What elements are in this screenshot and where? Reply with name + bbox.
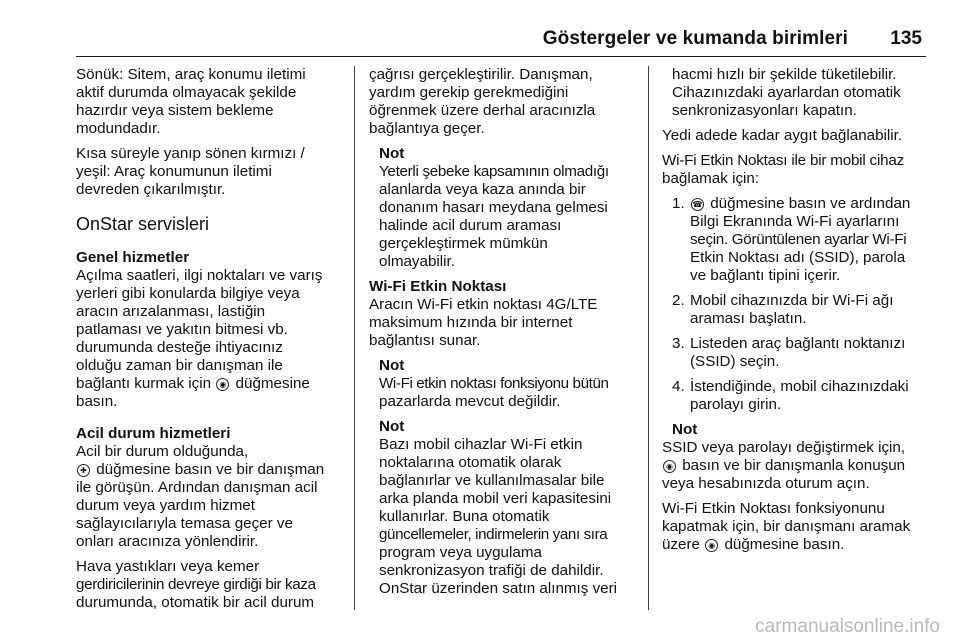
- text-line: olduğu zaman bir danışman ile: [76, 357, 283, 374]
- text-line: düğmesine basın.: [724, 536, 845, 553]
- text-line: veya hesabınızda oturum açın.: [662, 475, 870, 492]
- text-line: bağlantı kurmak için: [76, 375, 212, 392]
- text-line: devreden çıkarılmıştır.: [76, 181, 226, 198]
- text-line: durumunda desteğe ihtiyacınız: [76, 339, 283, 356]
- text-line: Kısa süreyle yanıp sönen kırmızı /: [76, 145, 305, 162]
- header-rule: [76, 56, 926, 57]
- text-line: senkronizasyon trafiği de dahildir.: [379, 562, 604, 579]
- text-line: senkronizasyonları kapatın.: [672, 102, 857, 119]
- text-line: ile görüşün. Ardından danışman acil: [76, 479, 318, 496]
- text-line: düğmesine basın ve ardından: [710, 195, 911, 212]
- text-line: aracın arızalanması, lastiğin: [76, 303, 266, 320]
- text-line: Wi-Fi etkin noktası fonksiyonu bütün: [379, 375, 609, 392]
- step-3: [662, 335, 934, 371]
- onstar-button-icon: ◉: [216, 378, 229, 391]
- note-text: [379, 163, 635, 271]
- text-line: hacmi hızlı bir şekilde tüketilebilir.: [672, 66, 897, 83]
- text-line: durumunda, otomatik bir acil durum: [76, 594, 315, 611]
- section-title: OnStar servisleri: [76, 214, 210, 234]
- text-line: yardım gerekip gerekmediğini: [369, 84, 569, 101]
- note-ssid-text: [662, 439, 934, 493]
- text-line: Bazı mobil cihazlar Wi-Fi etkin: [379, 436, 583, 453]
- text-line: donanım hasarı meydana gelmesi: [379, 199, 608, 216]
- text-line: kullanırlar. Buna otomatik: [379, 508, 550, 525]
- text-line: bağlanırlar ve kullanılmasalar bile: [379, 472, 605, 489]
- note-title: Not: [379, 145, 405, 162]
- text-line: Acil bir durum olduğunda,: [76, 443, 249, 460]
- note-text: [379, 375, 635, 411]
- text-line: Mobil cihazınızda bir Wi-Fi ağı: [690, 292, 894, 309]
- heading-wifi-hotspot: Wi-Fi Etkin Noktası: [369, 278, 507, 295]
- text-line: OnStar üzerinden satın alınmış veri: [379, 580, 618, 597]
- text-line: Cihazınızdaki ayarlardan otomatik: [672, 84, 901, 101]
- text-line: maksimum hızında bir internet: [369, 314, 573, 331]
- column-divider-1: [354, 66, 355, 610]
- text-line: hazırdır veya sistem bekleme: [76, 102, 274, 119]
- step-4: [662, 378, 934, 414]
- text-line: basın.: [76, 393, 118, 410]
- text-line: yeşil: Araç konumunun iletimi: [76, 163, 272, 180]
- text-line: düğmesine basın ve bir danışman: [96, 461, 325, 478]
- text-line: bağlantısı sunar.: [369, 332, 481, 349]
- airbag-paragraph: [76, 558, 342, 612]
- page-number: 135: [890, 28, 922, 49]
- text-line: çağrısı gerçekleştirilir. Danışman,: [369, 66, 593, 83]
- text-line: sağlayıcılarıyla temasa geçer ve: [76, 515, 293, 532]
- note-title: Not: [379, 357, 405, 374]
- onstar-button-icon: ◉: [705, 539, 718, 552]
- text-line: gerdiricilerinin devreye girdiği bir kaza: [76, 576, 316, 593]
- step-1: [662, 195, 934, 285]
- step-number: 2.: [672, 292, 685, 309]
- note-data-usage: [369, 418, 635, 598]
- heading-emergency-services: Acil durum hizmetleri: [76, 425, 231, 442]
- text-line: gerçekleştirmek mümkün: [379, 235, 548, 252]
- text-line: üzere: [662, 536, 700, 553]
- text-line: düğmesine: [235, 375, 310, 392]
- text-line: Etkin Noktası adı (SSID), parola: [690, 249, 906, 266]
- text-line: seçin. Görüntülenen ayarlar Wi-Fi: [690, 231, 907, 248]
- text-line: araması başlatın.: [690, 310, 807, 327]
- text-line: olmayabilir.: [379, 253, 455, 270]
- general-services-paragraph: [76, 267, 342, 411]
- text-line: modundadır.: [76, 120, 161, 137]
- text-line: basın ve bir danışmanla konuşun: [682, 457, 906, 474]
- text-line: Yeterli şebeke kapsamının olmadığı: [379, 163, 609, 180]
- text-line: güncellemeler, indirmelerin yanı sıra: [379, 526, 608, 543]
- column-divider-2: [648, 66, 649, 610]
- text-line: ve bağlantı tipini içerir.: [690, 267, 841, 284]
- step-2: [662, 292, 934, 328]
- note-availability: [369, 357, 635, 411]
- text-line: bağlantıya geçer.: [369, 120, 485, 137]
- watermark: carmanualsonline.info: [755, 616, 940, 637]
- status-off-paragraph: [76, 66, 342, 138]
- disable-hotspot-paragraph: [662, 500, 934, 554]
- text-line: parolayı girin.: [690, 396, 782, 413]
- text-line: durum veya yardım hizmet: [76, 497, 255, 514]
- note-title: Not: [672, 421, 698, 438]
- step-number: 1.: [672, 195, 685, 212]
- text-line: arka planda mobil veri kapasitesini: [379, 490, 612, 507]
- phone-home-icon: ☎: [692, 200, 703, 209]
- text-line: yerleri gibi konularda bilgiye veya: [76, 285, 300, 302]
- text-line: onları aracınıza yönlendirir.: [76, 533, 259, 550]
- emergency-services-paragraph: [76, 443, 342, 551]
- note-text: [672, 66, 934, 120]
- step-number: 3.: [672, 335, 685, 352]
- device-limit-paragraph: Yedi adede kadar aygıt bağlanabilir.: [662, 127, 903, 144]
- text-line: Wi-Fi Etkin Noktası ile bir mobil cihaz: [662, 152, 905, 169]
- sos-button-icon: ✚: [77, 464, 90, 477]
- header-title: Göstergeler ve kumanda birimleri: [542, 28, 848, 49]
- text-line: öğrenmek üzere derhal aracınızla: [369, 102, 596, 119]
- text-line: Bilgi Ekranında Wi-Fi ayarlarını: [690, 213, 900, 230]
- connect-intro-paragraph: [662, 152, 934, 188]
- text-line: Hava yastıkları veya kemer: [76, 558, 260, 575]
- text-line: patlaması ve yakıtın bitmesi vb.: [76, 321, 288, 338]
- wifi-paragraph: [369, 296, 635, 350]
- text-line: aktif durumda olmayacak şekilde: [76, 84, 297, 101]
- text-line: Açılma saatleri, ilgi noktaları ve varış: [76, 267, 323, 284]
- step-number: 4.: [672, 378, 685, 395]
- onstar-button-icon: ◉: [663, 460, 676, 473]
- text-line: alanlarda veya kaza anında bir: [379, 181, 586, 198]
- text-line: bağlamak için:: [662, 170, 760, 187]
- heading-general-services: Genel hizmetler: [76, 249, 190, 266]
- note-title: Not: [379, 418, 405, 435]
- column-1: [76, 66, 342, 612]
- text-line: İstendiğinde, mobil cihazınızdaki: [690, 378, 909, 395]
- text-line: noktalarına otomatik olarak: [379, 454, 562, 471]
- text-line: Wi-Fi Etkin Noktası fonksiyonunu: [662, 500, 885, 517]
- text-line: halinde acil durum araması: [379, 217, 562, 234]
- text-line: program veya uygulama: [379, 544, 542, 561]
- text-line: Listeden araç bağlantı noktanızı: [690, 335, 906, 352]
- note-text: [379, 436, 635, 598]
- column-2: [369, 66, 635, 598]
- status-flashing-paragraph: [76, 145, 342, 199]
- text-line: pazarlarda mevcut değildir.: [379, 393, 561, 410]
- note-coverage: [369, 145, 635, 271]
- text-line: (SSID) seçin.: [690, 353, 780, 370]
- note-ssid-change: [662, 421, 934, 439]
- text-line: SSID veya parolayı değiştirmek için,: [662, 439, 906, 456]
- emergency-call-paragraph: [369, 66, 635, 138]
- column-3: [662, 66, 934, 554]
- text-line: Aracın Wi-Fi etkin noktası 4G/LTE: [369, 296, 598, 313]
- text-line: Sönük: Sitem, araç konumu iletimi: [76, 66, 306, 83]
- text-line: kapatmak için, bir danışmanı aramak: [662, 518, 911, 535]
- page-header: [0, 0, 960, 58]
- note-data-usage-continued: [662, 66, 934, 120]
